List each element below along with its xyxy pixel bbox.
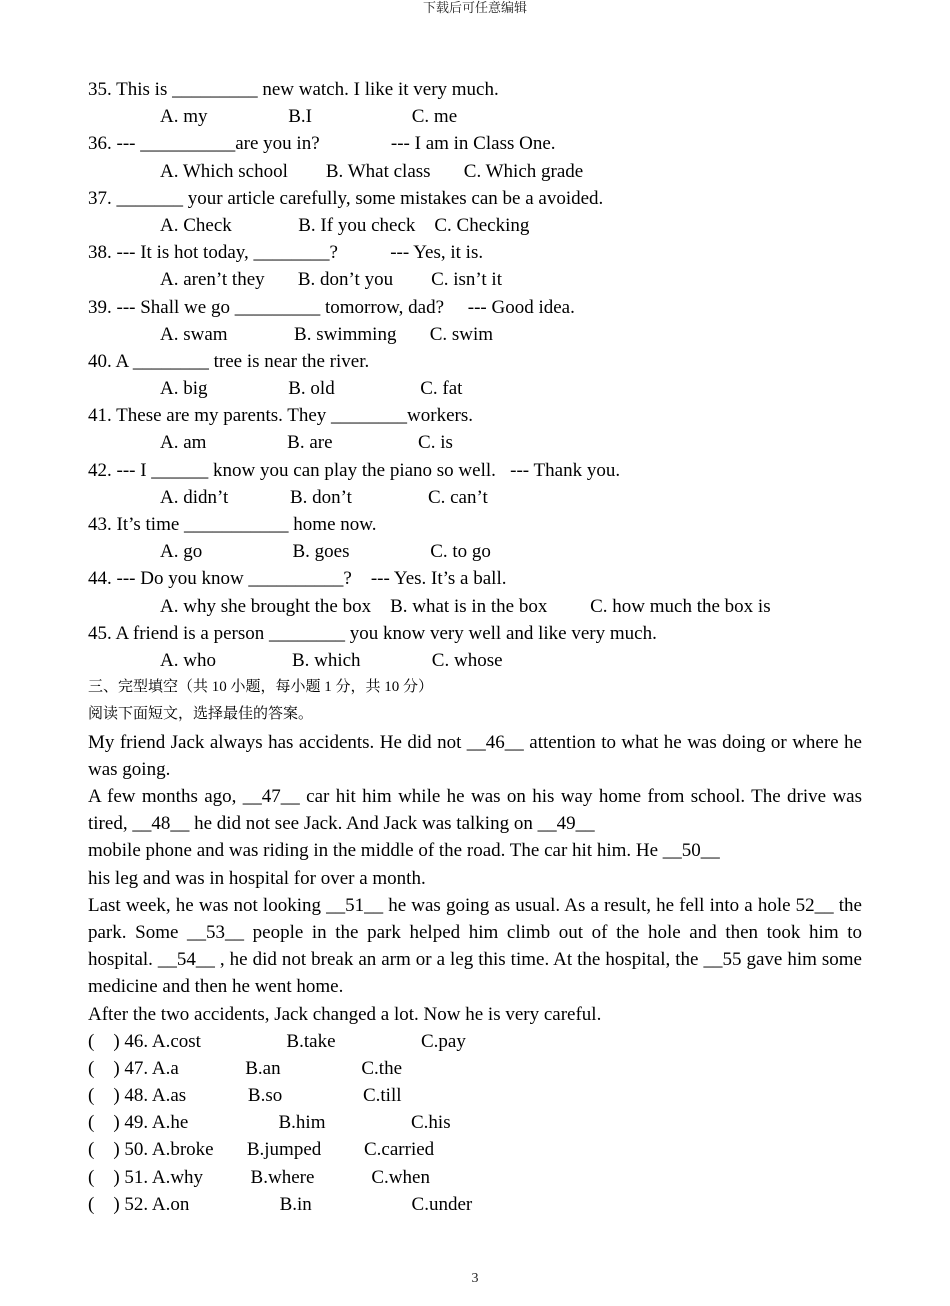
question-35: 35. This is _________ new watch. I like it very much. — [88, 79, 499, 100]
question-43: 43. It’s time ___________ home now. — [88, 514, 377, 535]
question-44: 44. --- Do you know __________? --- Yes. It’s a ball. — [88, 568, 507, 590]
passage-paragraph: After the two accidents, Jack changed a lot. Now he is very careful. — [88, 1003, 602, 1025]
options-44: A. why she brought the box B. what is in the box C. how much the box is — [160, 595, 771, 617]
answer-row-51: ( ) 51. A.why B.where C.when — [88, 1166, 430, 1188]
options-43: A. go B. goes C. to go — [160, 541, 491, 563]
question-39: 39. --- Shall we go _________ tomorrow, dad? --- Good idea. — [88, 296, 575, 318]
question-36: 36. --- __________are you in? --- I am in Class One. — [88, 133, 556, 155]
answer-options-list — [88, 1028, 862, 1218]
options-42: A. didn’t B. don’t C. can’t — [160, 486, 488, 508]
options-36: A. Which school B. What class C. Which grade — [160, 160, 584, 182]
section-title: 三、完型填空（共 10 小题，每小题 1 分，共 10 分） — [88, 679, 434, 696]
options-38: A. aren’t they B. don’t you C. isn’t it — [160, 269, 502, 291]
passage-paragraph: A few months ago, __47__ car hit him while he was on his way home from school. The drive was tired, __48__ he did not see Jack. And Jack was talking on __49__ — [88, 785, 862, 835]
answer-row-48: ( ) 48. A.as B.so C.till — [88, 1085, 402, 1107]
multiple-choice-section — [88, 76, 862, 674]
answer-row-49: ( ) 49. A.he B.him C.his — [88, 1112, 451, 1134]
options-40: A. big B. old C. fat — [160, 378, 463, 400]
question-40: 40. A ________ tree is near the river. — [88, 350, 370, 372]
passage-paragraph: Last week, he was not looking __51__ he was going as usual. As a result, he fell into a hole 52__ the park. Some __53__ people in the park helped him climb out of the hole and then took him to hospital. __54__ , he did not break an arm or a leg this time. At the hospital, the __55 gave him some medicine and then he went home. — [88, 894, 862, 998]
question-38: 38. --- It is hot today, ________? --- Yes, it is. — [88, 242, 484, 264]
question-37: 37. _______ your article carefully, some mistakes can be a avoided. — [88, 187, 604, 209]
question-45: 45. A friend is a person ________ you know very well and like very much. — [88, 622, 657, 644]
options-45: A. who B. which C. whose — [160, 649, 503, 671]
page-header: 下载后可任意编辑 — [422, 0, 527, 15]
answer-row-46: ( ) 46. A.cost B.take C.pay — [88, 1030, 466, 1052]
answer-row-47: ( ) 47. A.a B.an C.the — [88, 1057, 403, 1079]
question-42: 42. --- I ______ know you can play the piano so well. --- Thank you. — [88, 459, 621, 481]
options-35: A. my B.I C. me — [160, 106, 458, 128]
section-instruction: 阅读下面短文，选择最佳的答案。 — [88, 706, 314, 723]
answer-row-52: ( ) 52. A.on B.in C.under — [88, 1193, 473, 1215]
document-body — [88, 76, 862, 1218]
options-37: A. Check B. If you check C. Checking — [160, 214, 530, 236]
options-41: A. am B. are C. is — [160, 432, 453, 454]
cloze-passage — [88, 729, 862, 1028]
passage-paragraph: My friend Jack always has accidents. He did not __46__ attention to what he was doing or where he was going. — [88, 731, 862, 780]
passage-paragraph: mobile phone and was riding in the middle of the road. The car hit him. He __50__ — [88, 840, 720, 862]
passage-paragraph: his leg and was in hospital for over a month. — [88, 867, 426, 889]
options-39: A. swam B. swimming C. swim — [160, 323, 494, 345]
question-41: 41. These are my parents. They ________workers. — [88, 405, 474, 427]
answer-row-50: ( ) 50. A.broke B.jumped C.carried — [88, 1139, 435, 1161]
page-number: 3 — [471, 1271, 479, 1286]
